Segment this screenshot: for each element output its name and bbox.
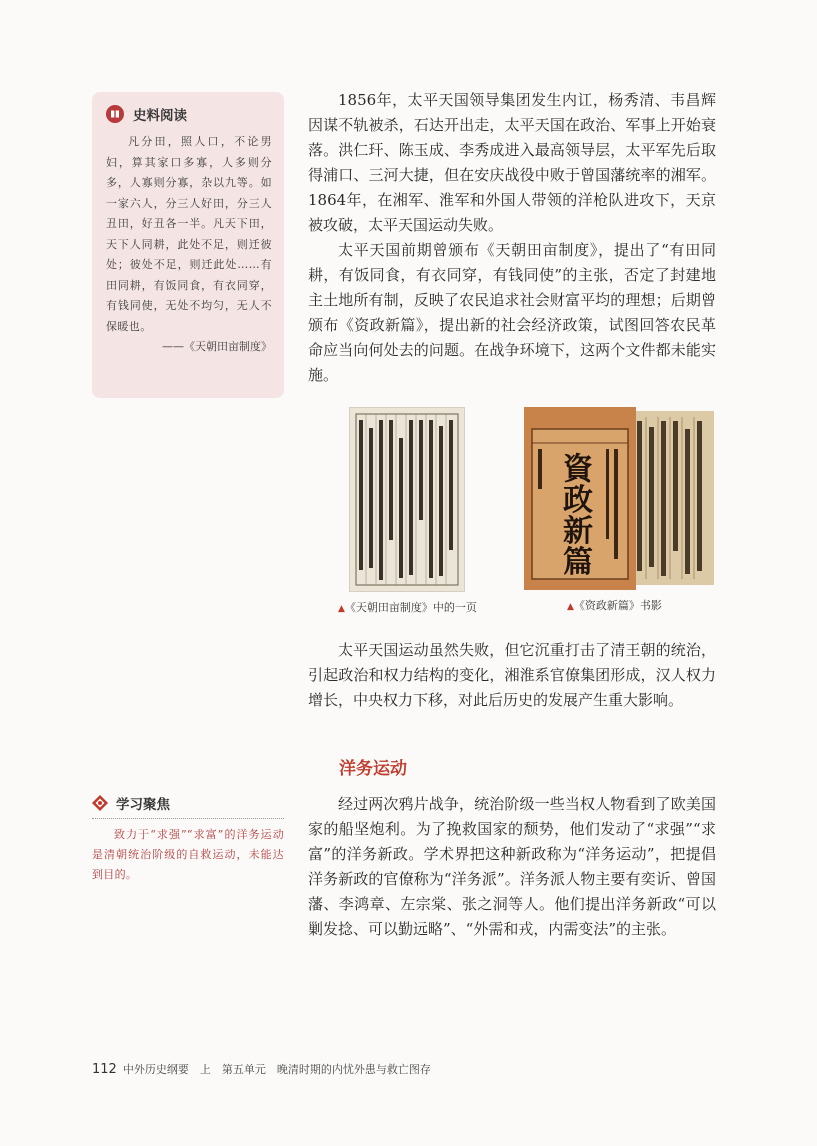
source-reading-header — [106, 104, 272, 124]
figure-caption — [338, 599, 477, 615]
body-paragraph: 太平天国前期曾颁布《天朝田亩制度》，提出了“有田同耕，有饭同食，有衣同穿，有钱同使”的主张，否定了封建地主土地所有制，反映了农民追求社会财富平均的理想；后期曾颁布《资政新篇》，提出新的社会经济政策，试图回答农民革命应当向何处去的问题。在战争环境下，这两个文件都未能实施。 — [308, 241, 716, 384]
diamond-focus-icon — [92, 795, 108, 811]
zizheng-xinpian-cover-image — [524, 407, 714, 590]
source-reading-citation: ——《天朝田亩制度》 — [162, 340, 272, 353]
svg-text:篇: 篇 — [563, 545, 593, 580]
figure-caption-text: 《天朝田亩制度》中的一页 — [344, 601, 477, 614]
study-focus-box — [92, 793, 284, 885]
triangle-marker-icon: ▲ — [338, 604, 345, 614]
svg-text:新: 新 — [563, 514, 593, 549]
body-paragraph: 1856年，太平天国领导集团发生内讧，杨秀清、韦昌辉因谋不轨被杀，石达开出走，太平天国在政治、军事上开始衰落。洪仁玕、陈玉成、李秀成进入最高领导层，太平军先后取得浦口、三河大捷，但在安庆战役中败于曾国藩统率的湘军。1864年，在湘军、淮军和外国人带领的洋枪队进攻下，天京被攻破，太平天国运动失败。 — [308, 91, 716, 234]
source-reading-text: 凡分田，照人口，不论男妇，算其家口多寡，人多则分多，人寡则分寡，杂以九等。如一家六人，分三人好田，分三人丑田，好丑各一半。凡天下田，天下人同耕，此处不足，则迁彼处；彼处不足，则迁此处……有田同耕，有饭同食，有衣同穿，有钱同使，无处不均匀，无人不保暖也。 — [106, 135, 272, 333]
page-number: 112 — [92, 1062, 117, 1077]
body-paragraph: 太平天国运动虽然失败，但它沉重打击了清王朝的统治，引起政治和权力结构的变化，湘淮系官僚集团形成，汉人权力增长，中央权力下移，对此后历史的发展产生重大影响。 — [308, 641, 716, 709]
study-focus-text: 致力于“求强”“求富”的洋务运动是清朝统治阶级的自救运动，未能达到目的。 — [92, 828, 284, 881]
running-title: 中外历史纲要 上 第五单元 晚清时期的内忧外患与救亡图存 — [122, 1063, 431, 1076]
triangle-marker-icon: ▲ — [567, 602, 574, 612]
svg-text:政: 政 — [563, 483, 593, 518]
tianchao-tianmu-page-image — [349, 407, 465, 592]
figure-caption-text: 《资政新篇》书影 — [573, 599, 662, 612]
figure-caption — [567, 597, 662, 613]
source-reading-box — [92, 92, 284, 398]
section-heading: 洋务运动 — [339, 759, 407, 779]
book-icon — [106, 105, 124, 123]
svg-text:資: 資 — [563, 452, 593, 487]
study-focus-title: 学习聚焦 — [116, 797, 170, 813]
source-reading-title: 史料阅读 — [133, 108, 187, 124]
body-paragraph: 经过两次鸦片战争，统治阶级一些当权人物看到了欧美国家的船坚炮利。为了挽救国家的颓势，他们发动了“求强”“求富”的洋务新政。学术界把这种新政称为“洋务运动”，把提倡洋务新政的官僚称为“洋务派”。洋务派人物主要有奕䜣、曾国藩、李鸿章、左宗棠、张之洞等人。他们提出洋务新政“可以剿发捻、可以勤远略”、“外需和戎，内需变法”的主张。 — [308, 795, 716, 938]
page-footer — [92, 1061, 431, 1077]
study-focus-header — [92, 793, 284, 819]
